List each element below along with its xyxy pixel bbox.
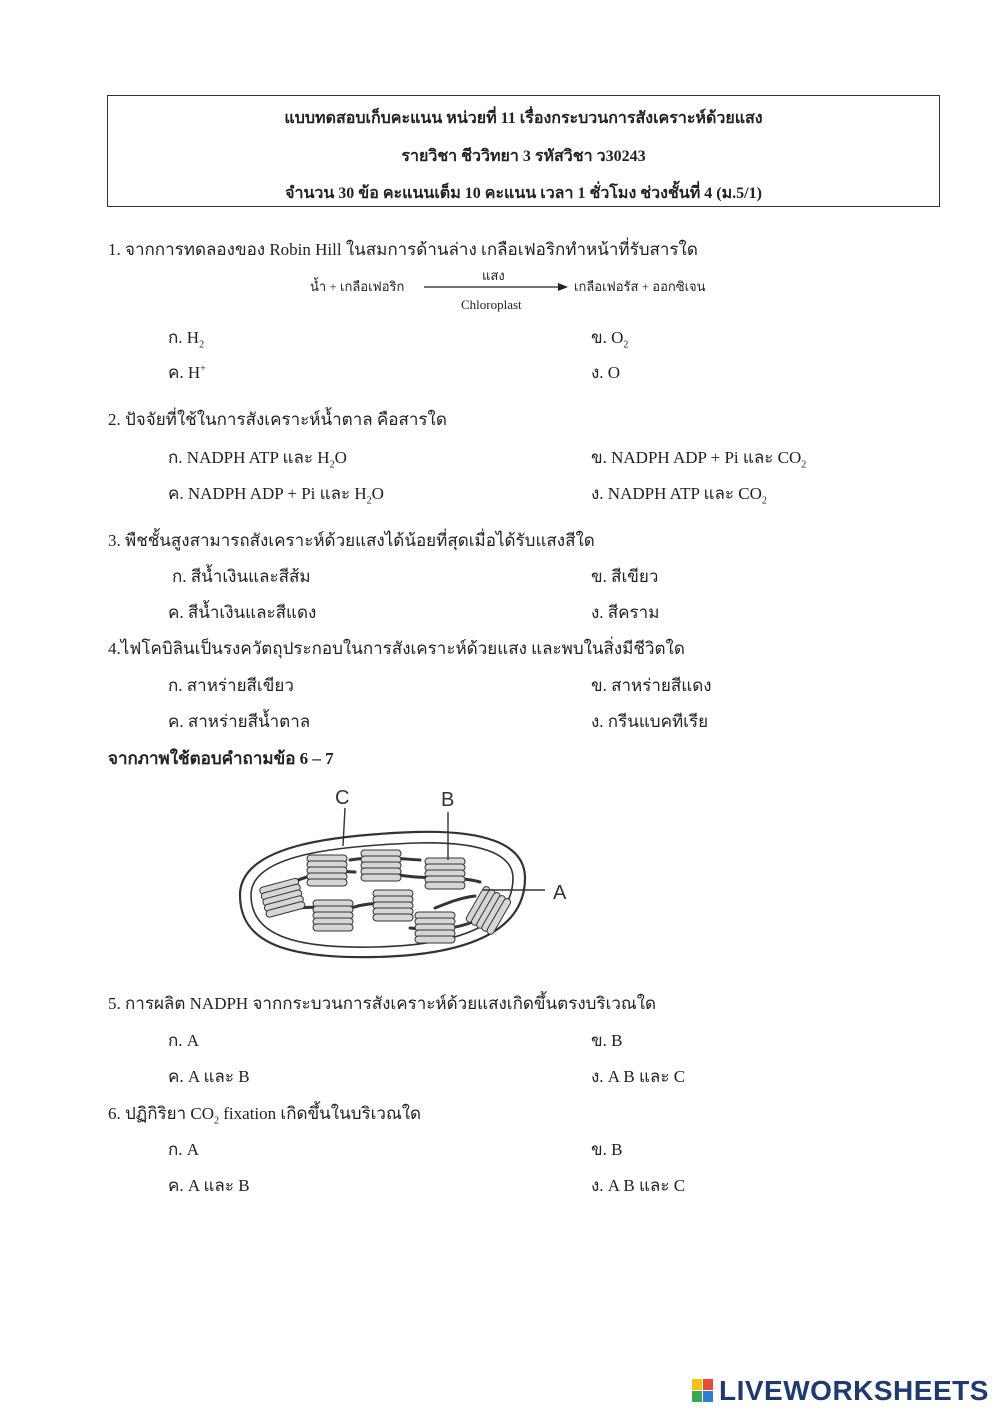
q2-option-a[interactable]: ก. NADPH ATP และ $H_2O$ xyxy=(168,448,347,471)
q2-option-b[interactable]: ข. NADPH ADP + Pi และ $CO_2$ xyxy=(591,448,807,471)
equation-condition-chloroplast: Chloroplast xyxy=(461,297,522,312)
q1-option-c[interactable]: ค. H+ xyxy=(168,363,206,382)
section-instruction: จากภาพใช้ตอบคำถามข้อ 6 – 7 xyxy=(108,749,334,768)
question-3-text: 3. พืชชั้นสูงสามารถสังเคราะห์ด้วยแสงได้น้อยที่สุดเมื่อได้รับแสงสีใด xyxy=(108,531,595,550)
header-box xyxy=(107,95,940,207)
equation-arrow xyxy=(424,280,569,294)
q1-option-d[interactable]: ง. O xyxy=(591,363,621,382)
equation-condition-light: แสง xyxy=(482,268,505,283)
q1-option-a[interactable]: ก. $H_2$ xyxy=(168,328,205,351)
question-5-text: 5. การผลิต NADPH จากกระบวนการสังเคราะห์ด้วยแสงเกิดขึ้นตรงบริเวณใด xyxy=(108,994,657,1013)
equation-reactants: น้ำ + เกลือเฟอริก xyxy=(310,279,405,294)
question-6-text: 6. ปฏิกิริยา $CO_2$ fixation เกิดขึ้นในบริเวณใด xyxy=(108,1104,422,1127)
q6-option-a[interactable]: ก. A xyxy=(168,1140,200,1159)
header-details: จำนวน 30 ข้อ คะแนนเต็ม 10 คะแนน เวลา 1 ชั่วโมง ช่วงชั้นที่ 4 (ม.5/1) xyxy=(285,185,762,202)
q2-option-d[interactable]: ง. NADPH ATP และ $CO_2$ xyxy=(591,484,767,507)
q2-option-c[interactable]: ค. NADPH ADP + Pi และ $H_2O$ xyxy=(168,484,384,507)
liveworksheets-logo xyxy=(692,1375,989,1407)
q4-option-a[interactable]: ก. สาหร่ายสีเขียว xyxy=(168,676,294,695)
q4-option-c[interactable]: ค. สาหร่ายสีน้ำตาล xyxy=(168,712,311,731)
q5-option-d[interactable]: ง. A B และ C xyxy=(591,1067,686,1086)
header-title: แบบทดสอบเก็บคะแนน หน่วยที่ 11 เรื่องกระบวนการสังเคราะห์ด้วยแสง xyxy=(284,110,763,127)
q3-option-a[interactable]: ก. สีน้ำเงินและสีส้ม xyxy=(172,567,311,586)
q1-option-b[interactable]: ข. $O_2$ xyxy=(591,328,629,351)
q6-option-c[interactable]: ค. A และ B xyxy=(168,1176,250,1195)
q6-option-b[interactable]: ข. B xyxy=(591,1140,623,1159)
chloroplast-diagram xyxy=(225,780,585,980)
liveworksheets-tiles-icon xyxy=(692,1379,714,1403)
q3-option-b[interactable]: ข. สีเขียว xyxy=(591,567,659,586)
q3-option-d[interactable]: ง. สีคราม xyxy=(591,603,660,622)
q5-option-b[interactable]: ข. B xyxy=(591,1031,623,1050)
logo-text: LIVEWORKSHEETS xyxy=(719,1375,989,1406)
question-2-text: 2. ปัจจัยที่ใช้ในการสังเคราะห์น้ำตาล คือสารใด xyxy=(108,410,447,429)
question-1-text: 1. จากการทดลองของ Robin Hill ในสมการด้านล่าง เกลือเฟอริกทำหน้าที่รับสารใด xyxy=(108,240,698,259)
q5-option-a[interactable]: ก. A xyxy=(168,1031,200,1050)
diagram-label-b: B xyxy=(441,789,455,811)
diagram-label-c: C xyxy=(335,787,350,809)
q6-option-d[interactable]: ง. A B และ C xyxy=(591,1176,686,1195)
q3-option-c[interactable]: ค. สีน้ำเงินและสีแดง xyxy=(168,603,317,622)
header-subject: รายวิชา ชีววิทยา 3 รหัสวิชา ว30243 xyxy=(401,148,646,165)
equation-products: เกลือเฟอรัส + ออกซิเจน xyxy=(574,279,706,294)
q5-option-c[interactable]: ค. A และ B xyxy=(168,1067,250,1086)
q4-option-b[interactable]: ข. สาหร่ายสีแดง xyxy=(591,676,712,695)
q4-option-d[interactable]: ง. กรีนแบคทีเรีย xyxy=(591,712,709,731)
diagram-label-a: A xyxy=(553,882,567,904)
question-4-text: 4.ไฟโคบิลินเป็นรงควัตถุประกอบในการสังเคราะห์ด้วยแสง และพบในสิ่งมีชีวิตใด xyxy=(108,639,685,658)
